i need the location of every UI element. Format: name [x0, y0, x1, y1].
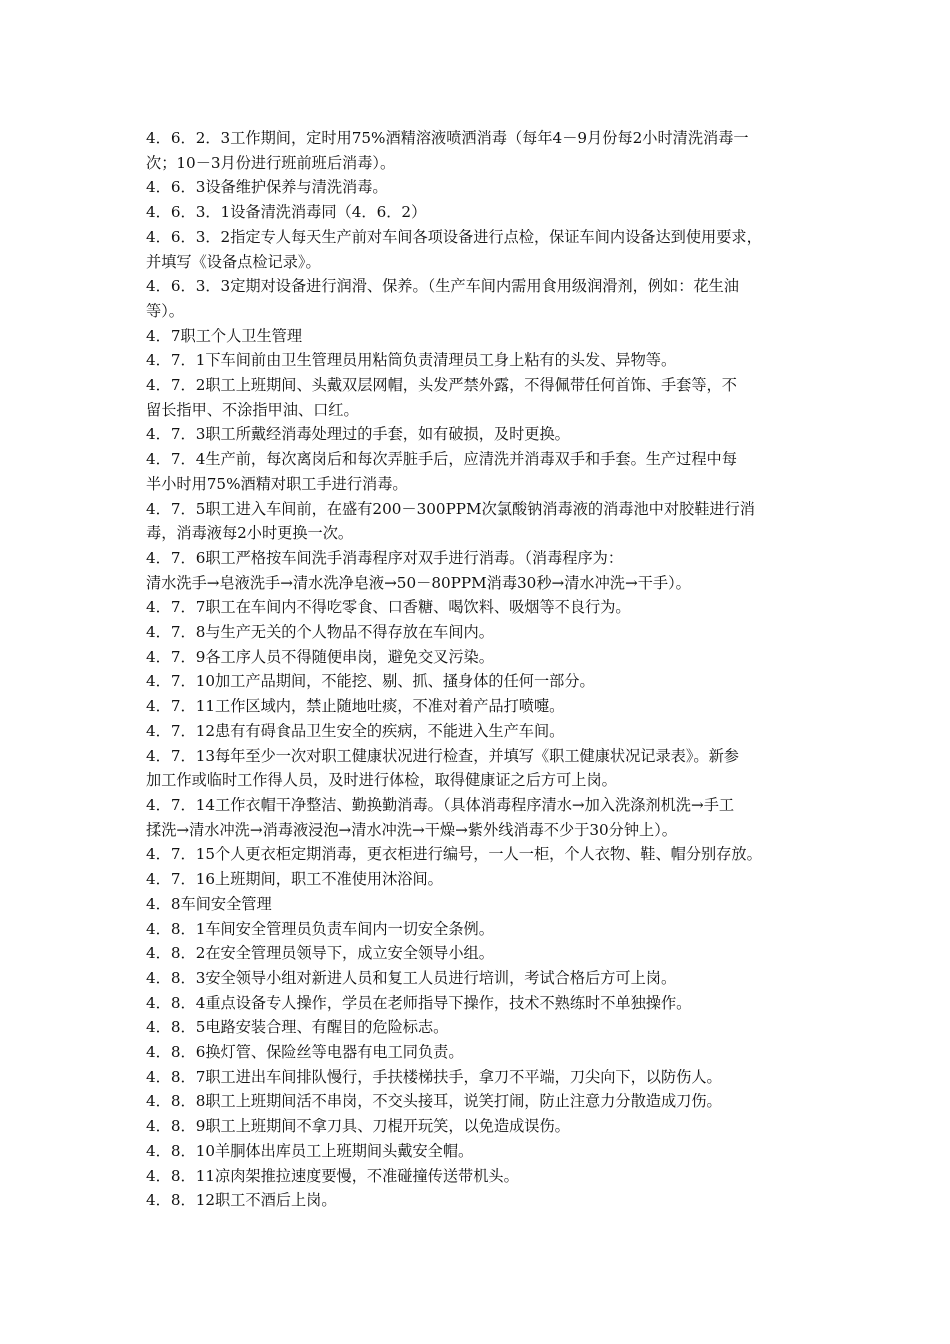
document-paragraph	[146, 422, 818, 447]
paragraph-line: 4．8．12职工不酒后上岗。	[146, 1191, 337, 1210]
paragraph-line: 半小时用75%酒精对职工手进行消毒。	[146, 474, 408, 493]
document-paragraph	[146, 1015, 818, 1040]
document-paragraph	[146, 1089, 818, 1114]
paragraph-line: 4．8．1车间安全管理员负责车间内一切安全条例。	[146, 919, 494, 938]
paragraph-line: 4．7．3职工所戴经消毒处理过的手套，如有破损，及时更换。	[146, 425, 570, 444]
document-paragraph	[146, 917, 818, 942]
document-paragraph	[146, 546, 818, 595]
paragraph-line: 4．7．8与生产无关的个人物品不得存放在车间内。	[146, 623, 494, 642]
document-paragraph	[146, 744, 818, 793]
paragraph-line: 4．8．10羊胴体出库员工上班期间头戴安全帽。	[146, 1141, 474, 1160]
paragraph-line: 4．6．3．3定期对设备进行润滑、保养。（生产车间内需用食用级润滑剂，例如：花生油	[146, 277, 739, 296]
paragraph-line: 4．7．12患有有碍食品卫生安全的疾病，不能进入生产车间。	[146, 721, 565, 740]
paragraph-line: 毒，消毒液每2小时更换一次。	[146, 524, 354, 543]
document-paragraph	[146, 175, 818, 200]
paragraph-line: 4．7．5职工进入车间前，在盛有200－300PPM次氯酸钠消毒液的消毒池中对胶鞋进行消	[146, 499, 755, 518]
paragraph-line: 4．7．9各工序人员不得随便串岗，避免交叉污染。	[146, 647, 494, 666]
paragraph-line: 4．8．5电路安装合理、有醒目的危险标志。	[146, 1018, 449, 1037]
document-paragraph	[146, 274, 818, 323]
document-paragraph	[146, 694, 818, 719]
paragraph-line: 4．8车间安全管理	[146, 894, 272, 913]
paragraph-line: 4．7．16上班期间，职工不准使用沐浴间。	[146, 870, 443, 889]
paragraph-line: 4．7．7职工在车间内不得吃零食、口香糖、喝饮料、吸烟等不良行为。	[146, 598, 631, 617]
document-paragraph	[146, 1139, 818, 1164]
paragraph-line: 4．8．8职工上班期间活不串岗，不交头接耳，说笑打闹，防止注意力分散造成刀伤。	[146, 1092, 722, 1111]
paragraph-line: 4．7．15个人更衣柜定期消毒，更衣柜进行编号，一人一柜，个人衣物、鞋、帽分别存放。	[146, 845, 762, 864]
paragraph-line: 4．7．6职工严格按车间洗手消毒程序对双手进行消毒。（消毒程序为：	[146, 548, 624, 567]
document-paragraph	[146, 1188, 818, 1213]
paragraph-line: 4．7．10加工产品期间，不能挖、剔、抓、搔身体的任何一部分。	[146, 672, 595, 691]
document-paragraph	[146, 941, 818, 966]
paragraph-line: 4．8．3安全领导小组对新进人员和复工人员进行培训，考试合格后方可上岗。	[146, 968, 677, 987]
document-paragraph	[146, 991, 818, 1016]
document-paragraph	[146, 645, 818, 670]
paragraph-line: 4．7．4生产前，每次离岗后和每次弄脏手后，应清洗并消毒双手和手套。生产过程中每	[146, 450, 737, 469]
paragraph-line: 4．8．4重点设备专人操作，学员在老师指导下操作，技术不熟练时不单独操作。	[146, 993, 692, 1012]
paragraph-line: 加工作或临时工作得人员，及时进行体检，取得健康证之后方可上岗。	[146, 771, 617, 790]
document-paragraph	[146, 497, 818, 546]
document-paragraph	[146, 1040, 818, 1065]
document-paragraph	[146, 842, 818, 867]
document-paragraph	[146, 447, 818, 496]
document-paragraph	[146, 669, 818, 694]
document-paragraph	[146, 867, 818, 892]
paragraph-line: 留长指甲、不涂指甲油、口红。	[146, 400, 359, 419]
document-paragraph	[146, 373, 818, 422]
document-paragraph	[146, 793, 818, 842]
paragraph-line: 揉洗→清水冲洗→消毒液浸泡→清水冲洗→干燥→紫外线消毒不少于30分钟上）。	[146, 820, 677, 839]
paragraph-line: 等）。	[146, 301, 184, 320]
document-paragraph	[146, 225, 818, 274]
document-paragraph	[146, 200, 818, 225]
document-page	[146, 126, 818, 1213]
paragraph-line: 4．8．6换灯管、保险丝等电器有电工同负责。	[146, 1043, 464, 1062]
paragraph-line: 4．8．2在安全管理员领导下，成立安全领导小组。	[146, 944, 494, 963]
document-paragraph	[146, 1065, 818, 1090]
paragraph-line: 4．7．13每年至少一次对职工健康状况进行检查，并填写《职工健康状况记录表》。新参	[146, 746, 739, 765]
paragraph-line: 4．6．3．2指定专人每天生产前对车间各项设备进行点检，保证车间内设备达到使用要求，	[146, 227, 762, 246]
paragraph-line: 4．6．2．3工作期间，定时用75%酒精溶液喷洒消毒（每年4－9月份每2小时清洗消毒一	[146, 129, 749, 147]
paragraph-line: 4．7．11工作区域内，禁止随地吐痰，不准对着产品打喷嚏。	[146, 697, 565, 716]
document-paragraph	[146, 719, 818, 744]
paragraph-line: 4．6．3设备维护保养与清洗消毒。	[146, 178, 388, 197]
paragraph-line: 并填写《设备点检记录》。	[146, 252, 321, 271]
document-paragraph	[146, 324, 818, 349]
document-paragraph	[146, 1114, 818, 1139]
document-paragraph	[146, 1164, 818, 1189]
document-paragraph	[146, 348, 818, 373]
paragraph-line: 4．7．2职工上班期间、头戴双层网帽，头发严禁外露，不得佩带任何首饰、手套等，不	[146, 376, 737, 395]
paragraph-line: 4．7职工个人卫生管理	[146, 326, 303, 345]
paragraph-line: 次；10－3月份进行班前班后消毒）。	[146, 153, 396, 172]
paragraph-line: 4．8．7职工进出车间排队慢行，手扶楼梯扶手，拿刀不平端，刀尖向下，以防伤人。	[146, 1067, 722, 1086]
document-paragraph	[146, 620, 818, 645]
paragraph-line: 4．8．11凉肉架推拉速度要慢，不准碰撞传送带机头。	[146, 1166, 519, 1185]
document-paragraph	[146, 966, 818, 991]
paragraph-line: 4．8．9职工上班期间不拿刀具、刀棍开玩笑，以免造成误伤。	[146, 1117, 570, 1136]
document-paragraph	[146, 126, 818, 175]
document-paragraph	[146, 892, 818, 917]
paragraph-line: 4．6．3．1设备清洗消毒同（4．6．2）	[146, 203, 427, 222]
paragraph-line: 清水洗手→皂液洗手→清水洗净皂液→50－80PPM消毒30秒→清水冲洗→干手）。	[146, 573, 691, 592]
paragraph-line: 4．7．1下车间前由卫生管理员用粘筒负责清理员工身上粘有的头发、异物等。	[146, 351, 677, 370]
document-paragraph	[146, 595, 818, 620]
paragraph-line: 4．7．14工作衣帽干净整洁、勤换勤消毒。（具体消毒程序清水→加入洗涤剂机洗→手工	[146, 795, 735, 814]
